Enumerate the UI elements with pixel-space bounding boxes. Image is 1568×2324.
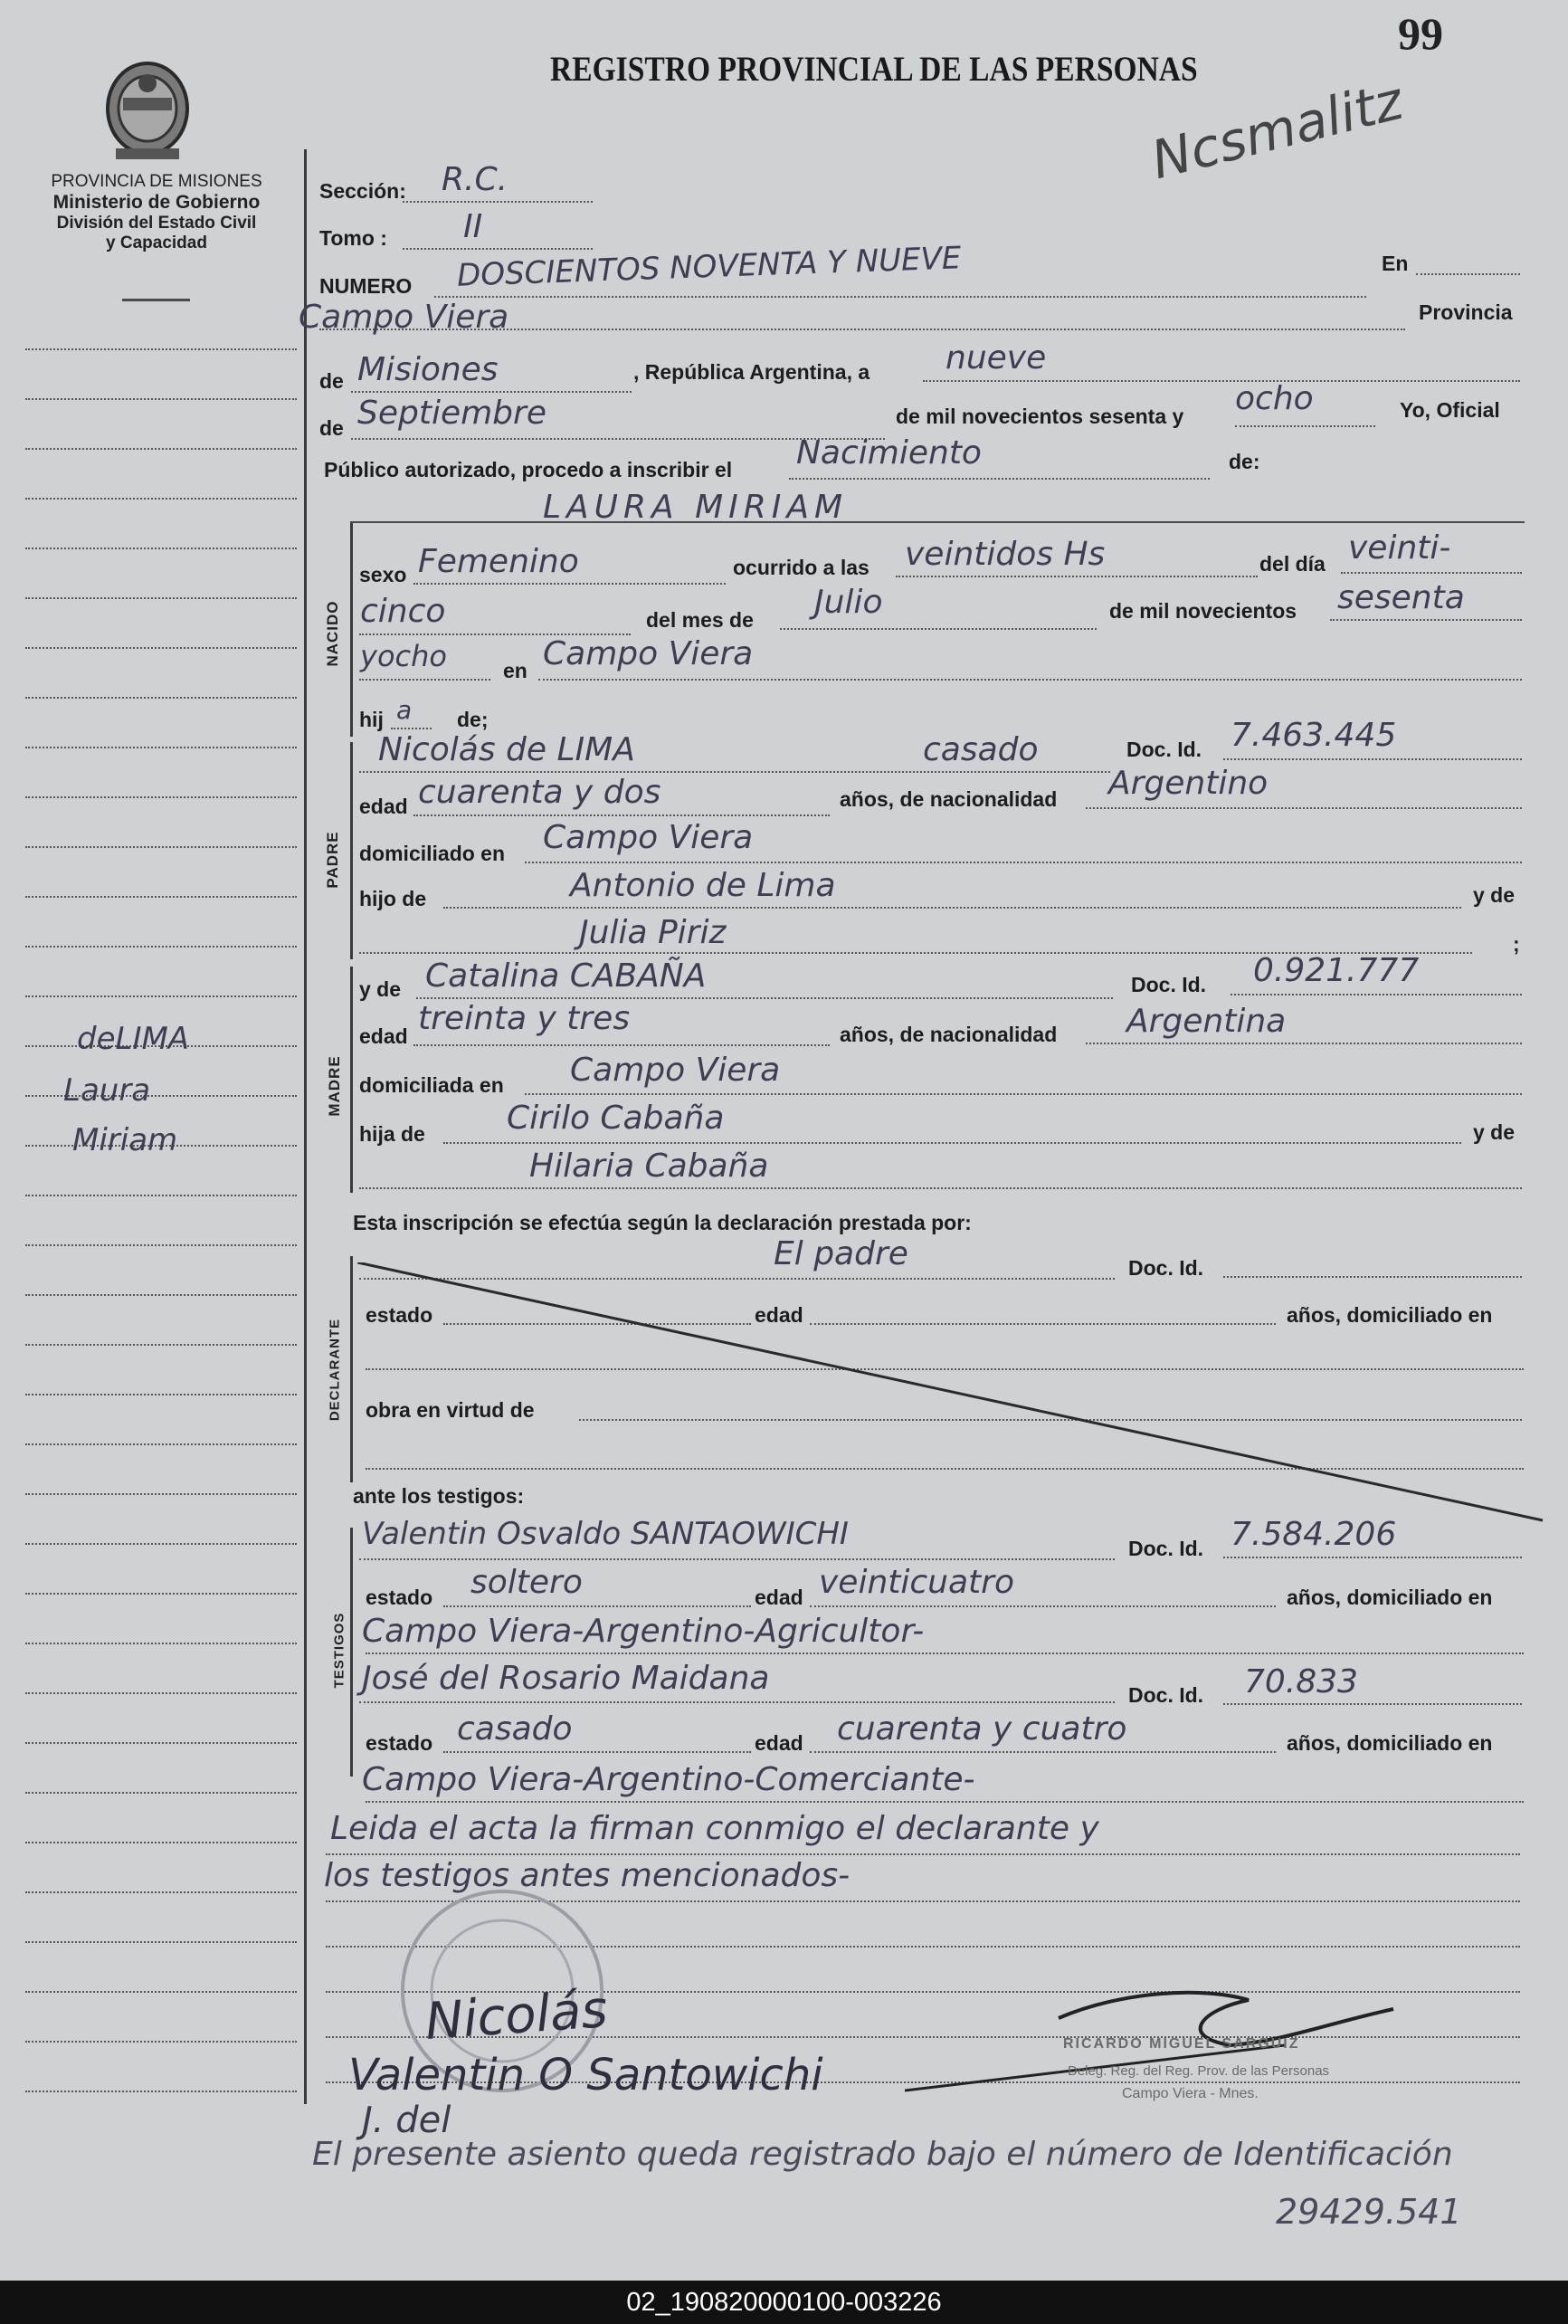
person-name: LAURA MIRIAM [543, 489, 849, 526]
declarante-section-label: DECLARANTE [327, 1318, 343, 1422]
padre-doc-value: 7.463.445 [1231, 717, 1397, 754]
padre-father-value: Antonio de Lima [570, 867, 836, 904]
testigo2-doc: 70.833 [1244, 1663, 1358, 1700]
margin-note-first: Laura [63, 1072, 151, 1109]
declarante-edad-label: edad [755, 1303, 803, 1327]
page-number: 99 [1398, 8, 1443, 59]
yo-oficial-label: Yo, Oficial [1400, 398, 1500, 422]
year-value: ocho [1235, 380, 1314, 417]
testigo1-doc-label: Doc. Id. [1128, 1537, 1204, 1560]
declarante-border [350, 1256, 353, 1482]
sexo-value: Femenino [418, 543, 579, 580]
seccion-label: Sección: [319, 179, 406, 203]
padre-yde-label: y de [1473, 883, 1516, 907]
madre-edad-label: edad [359, 1024, 408, 1048]
declarante-intro: Esta inscripción se efectúa según la declaración prestada por: [353, 1211, 972, 1234]
padre-section-label: PADRE [324, 831, 341, 889]
declarante-strike-line [357, 1262, 1552, 1534]
lugar-value: Campo Viera [543, 635, 754, 672]
main-border [304, 149, 307, 2104]
declarante-name: El padre [774, 1235, 908, 1272]
nacido-border [350, 523, 353, 737]
padre-nac-label: años, de nacionalidad [840, 787, 1058, 811]
de-colon-label: de: [1229, 450, 1260, 473]
padre-dom-value: Campo Viera [543, 819, 754, 856]
madre-name: Catalina CABAÑA [425, 957, 707, 995]
closing-line-1: Leida el acta la firman conmigo el declarante y [330, 1810, 1099, 1847]
provincial-seal-icon [98, 56, 197, 165]
anio-value-2: yocho [360, 639, 447, 673]
padre-edad-label: edad [359, 795, 408, 818]
padre-doc-label: Doc. Id. [1126, 738, 1202, 761]
madre-nac-label: años, de nacionalidad [840, 1023, 1058, 1046]
de-label-1: de [319, 369, 344, 393]
testigo1-anios-label: años, domiciliado en [1287, 1586, 1493, 1609]
top-signature: Ncsmalitz [1145, 69, 1409, 192]
hij-label: hij [359, 708, 384, 731]
testigo1-dom: Campo Viera-Argentino-Agricultor- [362, 1613, 925, 1650]
hora-value: veintidos Hs [905, 536, 1106, 573]
declarante-obra-label: obra en virtud de [366, 1398, 535, 1422]
declarante-estado-label: estado [366, 1303, 433, 1327]
person-name-rule [350, 521, 1525, 523]
act-value: Nacimiento [796, 434, 982, 471]
testigo2-name: José del Rosario Maidana [362, 1660, 770, 1697]
de-label-2: de [319, 416, 344, 440]
hij-value: a [396, 695, 413, 725]
agency-province: PROVINCIA DE MISIONES [51, 172, 262, 191]
testigos-border [350, 1528, 353, 1776]
testigo1-signature: Valentin O Santowichi [348, 2050, 823, 2100]
agency-ministry: Ministerio de Gobierno [52, 192, 261, 213]
provincia-label: Provincia [1419, 300, 1513, 324]
ocurrido-label: ocurrido a las [733, 556, 870, 579]
madre-nac-value: Argentina [1126, 1003, 1287, 1040]
testigo1-edad: veinticuatro [819, 1564, 1014, 1601]
testigo2-dom: Campo Viera-Argentino-Comerciante- [362, 1761, 975, 1798]
nacido-section-label: NACIDO [324, 600, 341, 667]
dia-value-1: veinti- [1348, 529, 1451, 567]
madre-yde2-label: y de [1473, 1120, 1516, 1144]
testigo2-doc-label: Doc. Id. [1128, 1683, 1204, 1707]
testigo2-estado-label: estado [366, 1731, 433, 1755]
del-dia-label: del día [1259, 552, 1326, 576]
testigo2-signature: J. del [362, 2100, 451, 2141]
padre-semicolon: ; [1513, 932, 1520, 956]
numero-label: NUMERO [319, 274, 413, 298]
padre-border [350, 742, 353, 959]
sexo-label: sexo [359, 563, 407, 586]
madre-section-label: MADRE [326, 1055, 343, 1117]
agency-capacity: y Capacidad [106, 233, 207, 252]
republica-label: , República Argentina, a [633, 360, 870, 384]
testigo2-edad: cuarenta y cuatro [837, 1710, 1127, 1748]
year-label: de mil novecientos sesenta y [896, 405, 1184, 428]
padre-nac-value: Argentino [1108, 765, 1269, 802]
testigo1-doc: 7.584.206 [1231, 1516, 1397, 1553]
footnote-text: El presente asiento queda registrado bajo el número de Identificación [312, 2136, 1453, 2173]
testigo2-anios-label: años, domiciliado en [1287, 1731, 1493, 1755]
mes-value: Julio [814, 584, 883, 621]
tomo-label: Tomo : [319, 226, 387, 250]
madre-dom-label: domiciliada en [359, 1073, 504, 1097]
identification-number: 29429.541 [1276, 2192, 1462, 2232]
de-semicolon-label: de; [457, 708, 489, 731]
mil-label: de mil novecientos [1109, 599, 1297, 623]
day-value: nueve [946, 339, 1047, 376]
agency-block [16, 172, 297, 253]
closing-line-2: los testigos antes mencionados- [324, 1857, 851, 1894]
madre-doc-label: Doc. Id. [1131, 973, 1207, 996]
en-label: En [1382, 252, 1409, 275]
madre-doc-value: 0.921.777 [1253, 952, 1420, 989]
official-title: Deleg. Reg. del Reg. Prov. de las Personas [1068, 2063, 1330, 2079]
agency-division: División del Estado Civil [56, 214, 257, 233]
numero-value: DOSCIENTOS NOVENTA Y NUEVE [456, 240, 962, 294]
madre-father-value: Cirilo Cabaña [507, 1100, 725, 1137]
scan-filename: 02_190820000100-003226 [0, 2281, 1568, 2324]
seccion-value: R.C. [442, 161, 508, 198]
tomo-value: II [463, 208, 483, 245]
declarante-anios-label: años, domiciliado en [1287, 1303, 1493, 1327]
padre-dom-label: domiciliado en [359, 842, 506, 865]
place-value: Campo Viera [299, 299, 509, 336]
testigo1-estado: soltero [470, 1564, 583, 1601]
publico-label: Público autorizado, procedo a inscribir el [324, 458, 733, 481]
document-title: REGISTRO PROVINCIAL DE LAS PERSONAS [550, 50, 1198, 89]
madre-border [350, 967, 353, 1193]
madre-hija-label: hija de [359, 1122, 425, 1146]
testigo1-name: Valentin Osvaldo SANTAOWICHI [362, 1516, 849, 1552]
declarante-doc-label: Doc. Id. [1128, 1256, 1204, 1280]
declarante-signature: Nicolás [423, 1980, 610, 2052]
month-value: Septiembre [357, 395, 546, 432]
agency-rule [122, 299, 190, 301]
madre-edad-value: treinta y tres [418, 1000, 631, 1037]
padre-mother-value: Julia Piriz [579, 914, 727, 951]
anio-value-1: sesenta [1337, 579, 1465, 616]
madre-dom-value: Campo Viera [570, 1052, 781, 1089]
official-name: RICARDO MIGUEL SARGUIZ [1063, 2036, 1300, 2052]
testigo1-edad-label: edad [755, 1586, 803, 1609]
testigo2-estado: casado [457, 1710, 573, 1748]
margin-note-surname: deLIMA [77, 1021, 190, 1057]
testigo2-edad-label: edad [755, 1731, 803, 1755]
margin-note-second: Miriam [72, 1122, 178, 1158]
mes-label: del mes de [646, 608, 754, 632]
testigo1-estado-label: estado [366, 1586, 433, 1609]
padre-hijo-label: hijo de [359, 887, 427, 910]
testigos-section-label: TESTIGOS [331, 1612, 347, 1689]
padre-edad-value: cuarenta y dos [418, 774, 661, 811]
official-location: Campo Viera - Mnes. [1122, 2086, 1259, 2101]
madre-mother-value: Hilaria Cabaña [529, 1148, 769, 1185]
province-value: Misiones [357, 351, 499, 388]
madre-yde-label: y de [359, 977, 402, 1001]
en-label-nacido: en [503, 659, 527, 682]
dia-value-2: cinco [360, 593, 446, 630]
testigos-intro: ante los testigos: [353, 1484, 525, 1508]
padre-estado: casado [923, 731, 1039, 768]
padre-name: Nicolás de LIMA [378, 731, 635, 768]
